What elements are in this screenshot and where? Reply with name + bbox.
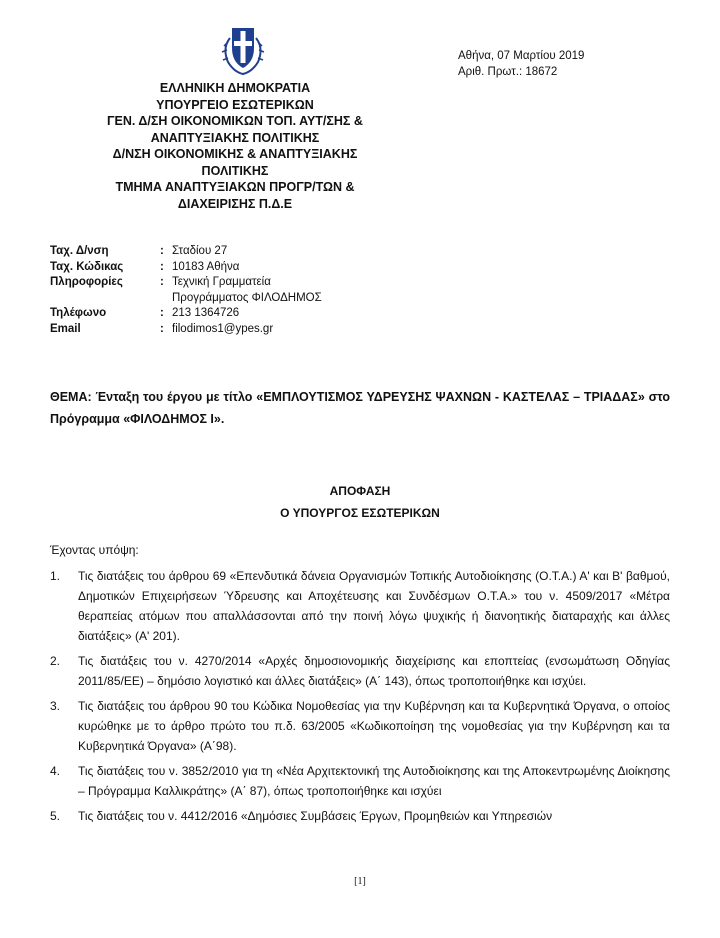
contact-row-email — [50, 322, 432, 338]
subject-line: ΘΕΜΑ: Ένταξη του έργου με τίτλο «ΕΜΠΛΟΥΤΙΣΜΟΣ ΥΔΡΕΥΣΗΣ ΨΑΧΝΩΝ - ΚΑΣΤΕΛΑΣ – ΤΡΙΑΔΑΣ» στο Πρόγραμμα «ΦΙΛΟΔΗΜΟΣ Ι». — [50, 390, 670, 426]
item-number: 1. — [50, 569, 61, 583]
email-value[interactable]: filodimos1@ypes.gr — [172, 322, 274, 335]
ministry-line: ΕΛΛΗΝΙΚΗ ΔΗΜΟΚΡΑΤΙΑ — [159, 81, 311, 95]
list-item — [50, 806, 670, 826]
colon: : — [160, 245, 164, 257]
email-label: Email — [50, 322, 81, 335]
list-item — [50, 696, 670, 756]
ministry-header — [40, 80, 430, 212]
ministry-line: ΥΠΟΥΡΓΕΙΟ ΕΣΩΤΕΡΙΚΩΝ — [156, 97, 314, 112]
colon: : — [160, 276, 164, 288]
address-label: Ταχ. Δ/νση — [50, 245, 109, 257]
contact-row-phone — [50, 306, 432, 322]
ministry-line: ΓΕΝ. Δ/ΣΗ ΟΙΚΟΝΟΜΙΚΩΝ ΤΟΠ. ΑΥΤ/ΣΗΣ & — [107, 114, 363, 128]
protocol-number: Αριθ. Πρωτ.: 18672 — [458, 66, 558, 78]
item-text: Τις διατάξεις του άρθρου 69 «Επενδυτικά δάνεια Οργανισμών Τοπικής Αυτοδιοίκησης (Ο.Τ.Α.) Α' και Β' βαθμού, Δημοτικών Επιχειρήσεων Ύδρευσης και Αποχέτευσης και Συνδέσμων Ο.Τ.Α.» του ν. 4509/2017 «Μέτρα θεραπείας ατόμων που απαλλάσσονται από την ποινή λόγω ψυχικής ή διανοητικής διαταραχής και άλλες διατάξεις» (Α' 201). — [78, 569, 670, 643]
list-item — [50, 566, 670, 646]
ministry-line: ΤΜΗΜΑ ΑΝΑΠΤΥΞΙΑΚΩΝ ΠΡΟΓΡ/ΤΩΝ & — [115, 180, 355, 194]
decision-title: ΑΠΟΦΑΣΗ — [329, 484, 391, 498]
ministry-line: ΔΙΑΧΕΙΡΙΣΗΣ Π.Δ.Ε — [177, 196, 293, 211]
item-number: 3. — [50, 699, 61, 713]
colon: : — [160, 322, 164, 335]
item-number: 2. — [50, 654, 61, 668]
item-number: 5. — [50, 809, 61, 823]
list-item — [50, 651, 670, 691]
ministry-line: ΑΝΑΠΤΥΞΙΑΚΗΣ ΠΟΛΙΤΙΚΗΣ — [150, 130, 320, 145]
document-date: Αθήνα, 07 Μαρτίου 2019 — [458, 50, 585, 62]
item-text: Τις διατάξεις του ν. 3852/2010 για τη «Νέα Αρχιτεκτονική της Αυτοδιοίκησης και της Αποκεντρωμένης Διοίκησης – Πρόγραμμα Καλλικράτης» (Α΄ 87), όπως τροποποιήθηκε και ισχύει — [78, 764, 670, 798]
postal-label: Ταχ. Κώδικας — [50, 260, 124, 273]
colon: : — [160, 260, 164, 273]
decision-subtitle: Ο ΥΠΟΥΡΓΟΣ ΕΣΩΤΕΡΙΚΩΝ — [280, 506, 440, 520]
ministry-line: Δ/ΝΣΗ ΟΙΚΟΝΟΜΙΚΗΣ & ΑΝΑΠΤΥΞΙΑΚΗΣ — [112, 147, 358, 161]
colon: : — [160, 307, 164, 319]
contact-row-address — [50, 244, 432, 260]
item-text: Τις διατάξεις του άρθρου 90 του Κώδικα Νομοθεσίας για την Κυβέρνηση και τα Κυβερνητικά Όργανα, ο οποίος κυρώθηκε με το άρθρο πρώτο του π.δ. 63/2005 «Κωδικοποίηση της νομοθεσίας για την Κυβέρνηση και τα Κυβερνητικά Όργανα» (Α΄98). — [78, 699, 670, 753]
decision-heading — [0, 480, 720, 524]
item-text: Τις διατάξεις του ν. 4270/2014 «Αρχές δημοσιονομικής διαχείρισης και εποπτείας (ενσωμάτωση Οδηγίας 2011/85/ΕΕ) – δημόσιο λογιστικό και άλλες διατάξεις» (Α΄ 143), όπως τροποποιήθηκε και ισχύει. — [78, 654, 670, 688]
page-number: [1] — [354, 876, 366, 887]
date-block — [458, 48, 584, 80]
phone-value: 213 1364726 — [172, 307, 240, 319]
item-text: Τις διατάξεις του ν. 4412/2016 «Δημόσιες Συμβάσεις Έργων, Προμηθειών και Υπηρεσιών — [78, 809, 553, 823]
ministry-line: ΠΟΛΙΤΙΚΗΣ — [201, 163, 269, 178]
list-item — [50, 761, 670, 801]
info-value-continued: Προγράμματος ΦΙΛΟΔΗΜΟΣ — [172, 291, 322, 304]
intro-text: Έχοντας υπόψη: — [50, 543, 139, 557]
info-label: Πληροφορίες — [50, 276, 123, 288]
greek-emblem-icon — [218, 18, 268, 76]
item-number: 4. — [50, 764, 61, 778]
postal-value: 10183 Αθήνα — [172, 260, 240, 273]
address-value: Σταδίου 27 — [172, 245, 228, 257]
contact-row-info — [50, 275, 432, 291]
considerations-list — [50, 566, 670, 831]
info-value: Τεχνική Γραμματεία — [172, 276, 271, 288]
phone-label: Τηλέφωνο — [50, 307, 107, 319]
contact-row-postal — [50, 260, 432, 276]
contact-block — [50, 244, 432, 337]
